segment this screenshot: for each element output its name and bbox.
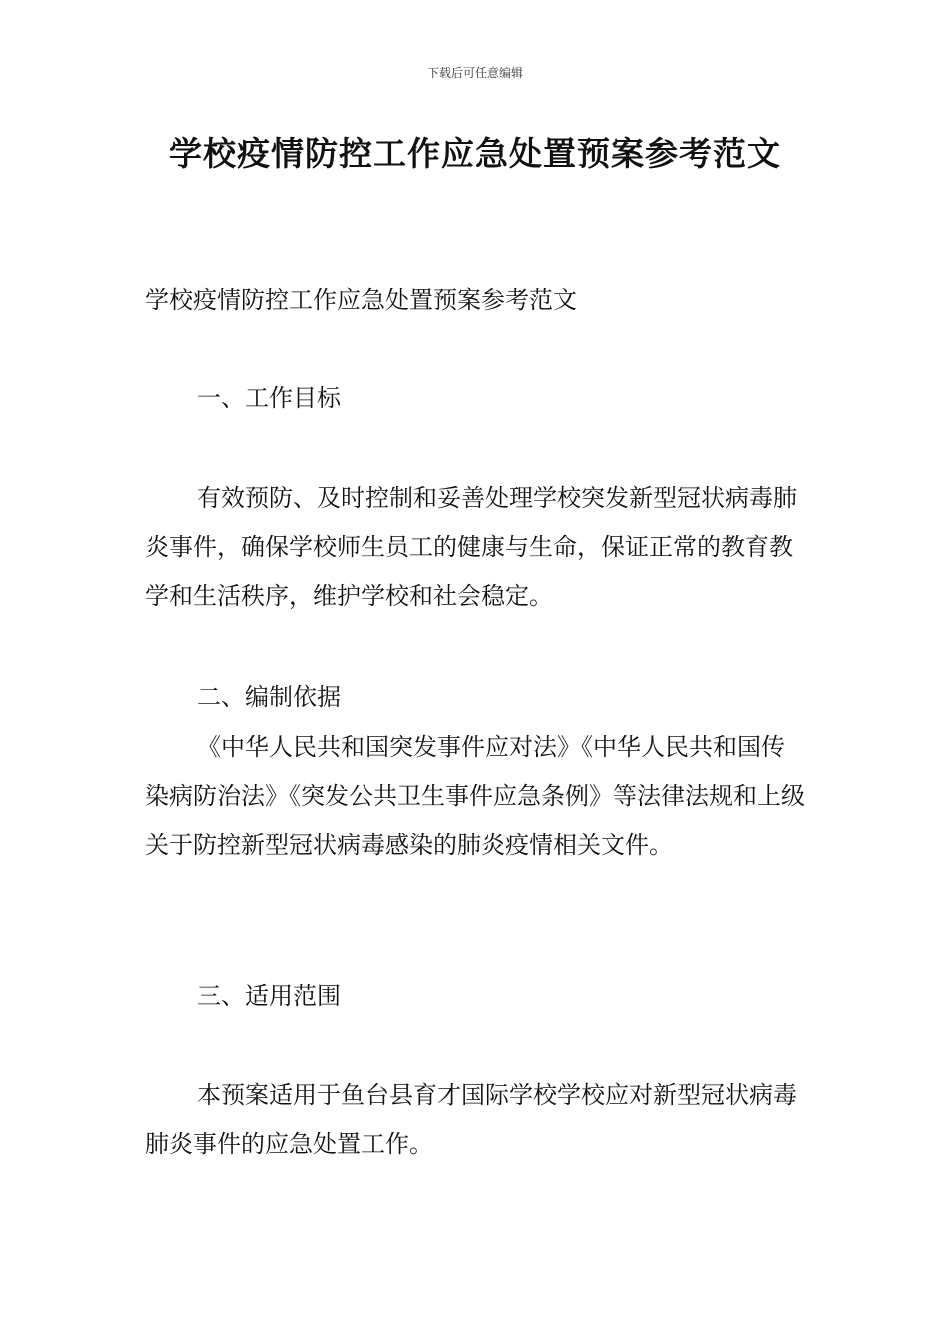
subtitle-line: 学校疫情防控工作应急处置预案参考范文 (145, 286, 577, 314)
document-title: 学校疫情防控工作应急处置预案参考范文 (169, 134, 781, 173)
section-heading-3: 三、适用范围 (197, 982, 341, 1010)
section-heading-1: 一、工作目标 (197, 384, 341, 412)
section-body-1: 有效预防、及时控制和妥善处理学校突发新型冠状病毒肺炎事件，确保学校师生员工的健康与生命，保证正常的教育教学和生活秩序，维护学校和社会稳定。 (145, 484, 797, 610)
section-heading-2: 二、编制依据 (197, 683, 341, 711)
section-body-2: 《中华人民共和国突发事件应对法》《中华人民共和国传染病防治法》《突发公共卫生事件应急条例》等法律法规和上级关于防控新型冠状病毒感染的肺炎疫情相关文件。 (145, 733, 805, 859)
header-note: 下载后可任意编辑 (426, 66, 523, 80)
section-body-3: 本预案适用于鱼台县育才国际学校学校应对新型冠状病毒肺炎事件的应急处置工作。 (145, 1081, 797, 1158)
